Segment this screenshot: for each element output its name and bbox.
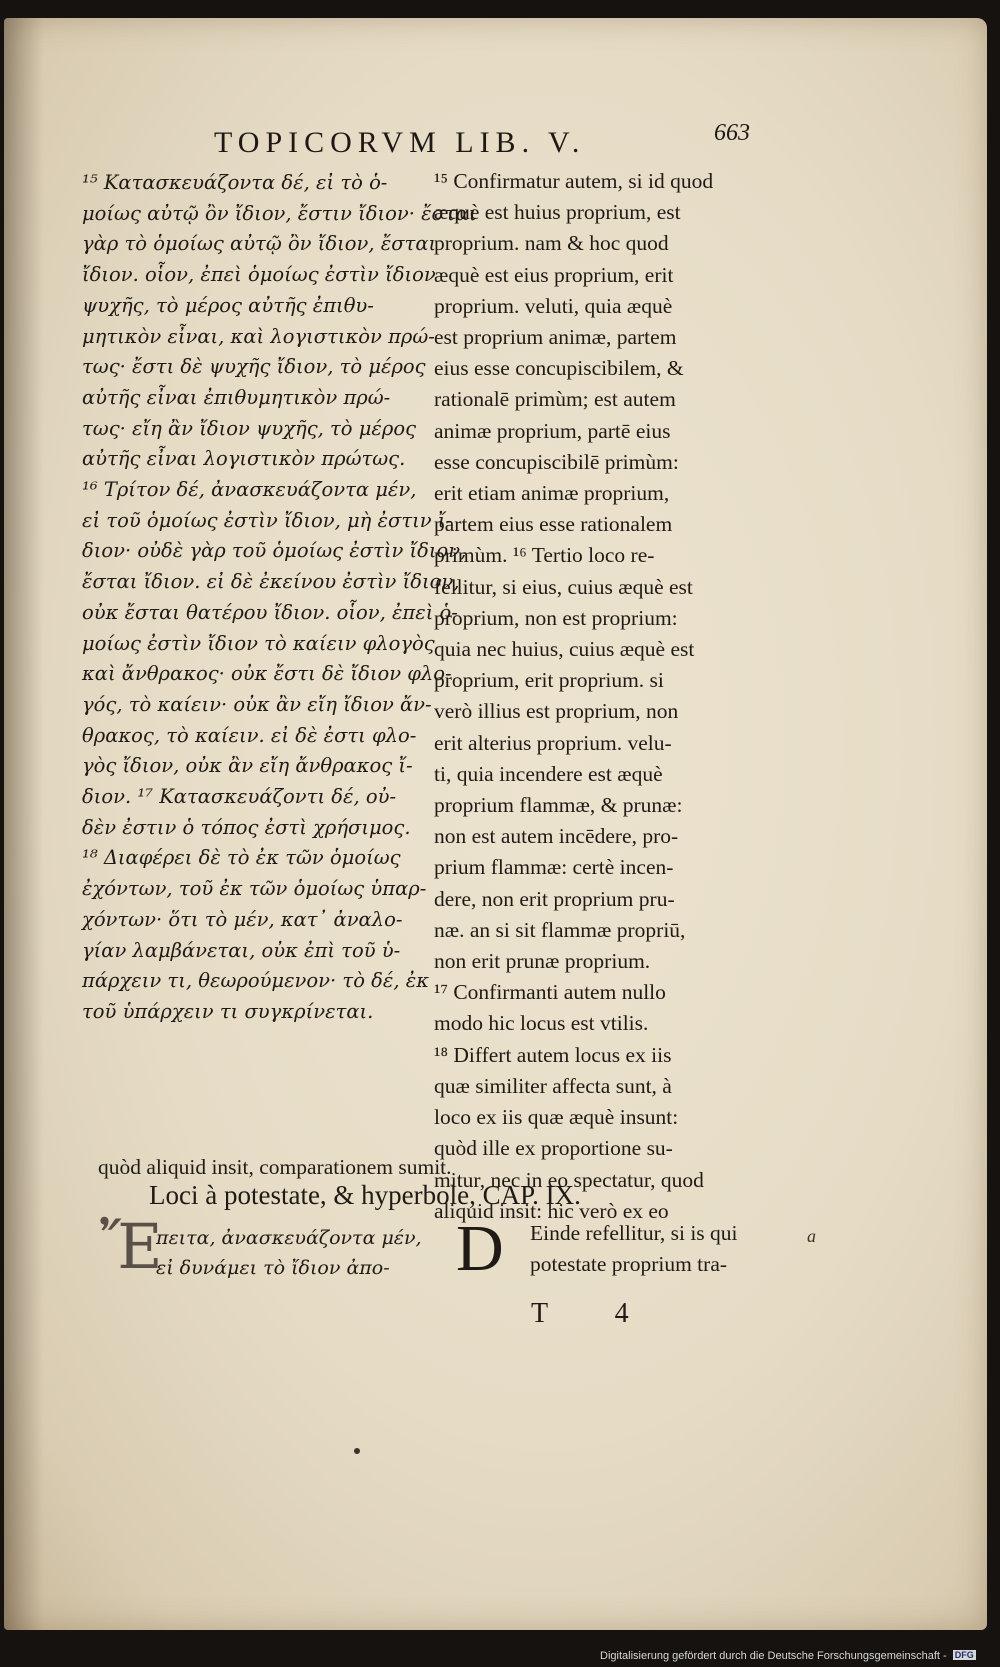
text-line: loco ex iis quæ æquè insunt: bbox=[434, 1105, 679, 1130]
text-line: διον. ¹⁷ Κατασκευάζοντι δέ, οὐ- bbox=[82, 785, 397, 809]
text-line: ἴδιον. οἷον, ἐπεὶ ὁμοίως ἐστὶν ἴδιον bbox=[82, 263, 436, 287]
book-page bbox=[4, 18, 987, 1630]
text-line: quia nec huius, cuius æquè est bbox=[434, 637, 695, 662]
text-line: ¹⁶ Τρίτον δέ, ἀνασκευάζοντα μέν, bbox=[82, 478, 417, 502]
text-line: primùm. ¹⁶ Tertio loco re- bbox=[434, 543, 655, 568]
text-line: dere, non erit proprium pru- bbox=[434, 886, 675, 911]
text-line: quòd ille ex proportione su- bbox=[434, 1136, 673, 1161]
text-line: proprium. nam & hoc quod bbox=[434, 231, 669, 256]
latin-opening-text bbox=[530, 1218, 800, 1280]
text-line: ¹⁸ Differt autem locus ex iis bbox=[434, 1042, 672, 1067]
signature-mark: T 4 bbox=[531, 1298, 659, 1329]
text-line: μοίως ἐστὶν ἴδιον τὸ καίειν φλογὸς bbox=[82, 631, 435, 655]
text-line: γὰρ τὸ ὁμοίως αὐτῷ ὂν ἴδιον, ἔσται bbox=[82, 232, 437, 256]
greek-drop-initial: Ἔ bbox=[100, 1210, 163, 1283]
greek-opening-line: πειτα, ἀνασκευάζοντα μέν, bbox=[156, 1227, 422, 1249]
text-line: non erit prunæ proprium. bbox=[434, 949, 651, 974]
text-line: ti, quia incendere est æquè bbox=[434, 761, 663, 786]
text-line: proprium flammæ, & prunæ: bbox=[434, 793, 683, 818]
greek-opening-line: εἰ δυνάμει τὸ ἴδιον ἀπο- bbox=[156, 1257, 390, 1279]
text-line: fellitur, si eius, cuius æquè est bbox=[434, 574, 693, 599]
closing-line: quòd aliquid insit, comparationem sumit. bbox=[98, 1155, 452, 1179]
text-line: est proprium animæ, partem bbox=[434, 325, 677, 350]
text-line: ἐχόντων, τοῦ ἐκ τῶν ὁμοίως ὑπαρ- bbox=[82, 877, 427, 901]
text-line: διον· οὐδὲ γὰρ τοῦ ὁμοίως ἐστὶν ἴδιον, bbox=[82, 539, 467, 563]
text-line: modo hic locus est vtilis. bbox=[434, 1011, 649, 1036]
greek-opening-text bbox=[156, 1223, 446, 1283]
text-line: αὐτῆς εἶναι ἐπιθυμητικὸν πρώ- bbox=[82, 385, 391, 409]
text-line: τοῦ ὑπάρχειν τι συγκρίνεται. bbox=[82, 999, 374, 1023]
credit-text: Digitalisierung gefördert durch die Deutsche Forschungsgemeinschaft - bbox=[600, 1650, 947, 1662]
text-line: prium flammæ: certè incen- bbox=[434, 855, 674, 880]
text-line: ψυχῆς, τὸ μέρος αὐτῆς ἐπιθυ- bbox=[82, 293, 374, 317]
text-line: χόντων· ὅτι τὸ μέν, κατ᾽ ἀναλο- bbox=[82, 907, 403, 931]
text-line: æquè est huius proprium, est bbox=[434, 200, 681, 225]
text-line: proprium, erit proprium. si bbox=[434, 668, 664, 693]
digitization-credit bbox=[600, 1650, 976, 1662]
text-line: γίαν λαμβάνεται, οὐκ ἐπὶ τοῦ ὑ- bbox=[82, 938, 401, 962]
text-line: αὐτῆς εἶναι λογιστικὸν πρώτως. bbox=[82, 447, 406, 471]
text-line: γός, τὸ καίειν· οὐκ ἂν εἴη ἴδιον ἄν- bbox=[82, 692, 432, 716]
text-line: erit alterius proprium. velu- bbox=[434, 730, 672, 755]
text-line: καὶ ἄνθρακος· οὐκ ἔστι δὲ ἴδιον φλο- bbox=[82, 662, 452, 686]
text-line: aliquid insit: hic verò ex eo bbox=[434, 1198, 669, 1223]
text-line: mitur, nec in eo spectatur, quod bbox=[434, 1167, 704, 1192]
text-line: τως· ἔστι δὲ ψυχῆς ἴδιον, τὸ μέρος bbox=[82, 355, 426, 379]
text-line: ¹⁸ Διαφέρει δὲ τὸ ἐκ τῶν ὁμοίως bbox=[82, 846, 401, 870]
text-line: non est autem incēdere, pro- bbox=[434, 824, 679, 849]
dfg-logo: DFG bbox=[954, 1650, 974, 1660]
text-line: erit etiam animæ proprium, bbox=[434, 481, 670, 506]
running-title: TOPICORVM LIB. V. bbox=[214, 126, 586, 159]
text-line: verò illius est proprium, non bbox=[434, 699, 679, 724]
text-line: πάρχειν τι, θεωρούμενον· τὸ δέ, ἐκ bbox=[82, 969, 429, 993]
ink-dot bbox=[354, 1448, 360, 1454]
text-line: proprium. veluti, quia æquè bbox=[434, 293, 673, 318]
text-line: δὲν ἐστιν ὁ τόπος ἐστὶ χρήσιμος. bbox=[82, 815, 411, 839]
text-line: μητικὸν εἶναι, καὶ λογιστικὸν πρώ- bbox=[82, 324, 435, 348]
text-line: γὸς ἴδιον, οὐκ ἂν εἴη ἄνθρακος ἴ- bbox=[82, 754, 413, 778]
text-line: quæ similiter affecta sunt, à bbox=[434, 1073, 672, 1098]
margin-note-mark: a bbox=[807, 1226, 816, 1246]
greek-text-column bbox=[82, 168, 477, 1028]
text-line: τως· εἴη ἂν ἴδιον ψυχῆς, τὸ μέρος bbox=[82, 416, 416, 440]
page-number: 663 bbox=[714, 120, 750, 146]
latin-drop-initial: D bbox=[456, 1212, 504, 1285]
text-line: ¹⁷ Confirmanti autem nullo bbox=[434, 980, 666, 1005]
text-line: εἰ τοῦ ὁμοίως ἐστὶν ἴδιον, μὴ ἐστιν ἴ- bbox=[82, 508, 453, 532]
text-line: rationalē primùm; est autem bbox=[434, 387, 676, 412]
text-line: ¹⁵ Confirmatur autem, si id quod bbox=[434, 169, 714, 193]
text-line: θρακος, τὸ καίειν. εἰ δὲ ἐστι φλο- bbox=[82, 723, 417, 747]
text-line: næ. an si sit flammæ propriū, bbox=[434, 917, 686, 942]
text-line: μοίως αὐτῷ ὂν ἴδιον, ἔστιν ἴδιον· ἔσται bbox=[82, 201, 477, 225]
latin-opening-line: potestate proprium tra- bbox=[530, 1252, 728, 1276]
latin-text-column bbox=[434, 166, 772, 1227]
text-line: οὐκ ἔσται θατέρου ἴδιον. οἷον, ἐπεὶ ὁ- bbox=[82, 600, 458, 624]
text-line: æquè est eius proprium, erit bbox=[434, 262, 674, 287]
chapter-heading: Loci à potestate, & hyperbole, CAP. IX. bbox=[149, 1180, 581, 1210]
text-line: partem eius esse rationalem bbox=[434, 512, 673, 537]
text-line: ¹⁵ Κατασκευάζοντα δέ, εἰ τὸ ὁ- bbox=[82, 171, 388, 194]
text-line: animæ proprium, partē eius bbox=[434, 418, 671, 443]
text-line: esse concupiscibilē primùm: bbox=[434, 449, 679, 474]
page-header bbox=[4, 120, 987, 166]
latin-opening-line: Einde refellitur, si is qui bbox=[530, 1221, 738, 1245]
text-line: ἔσται ἴδιον. εἰ δὲ ἐκείνου ἐστὶν ἴδιον, bbox=[82, 570, 460, 594]
text-line: eius esse concupiscibilem, & bbox=[434, 356, 684, 381]
text-line: proprium, non est proprium: bbox=[434, 605, 678, 630]
